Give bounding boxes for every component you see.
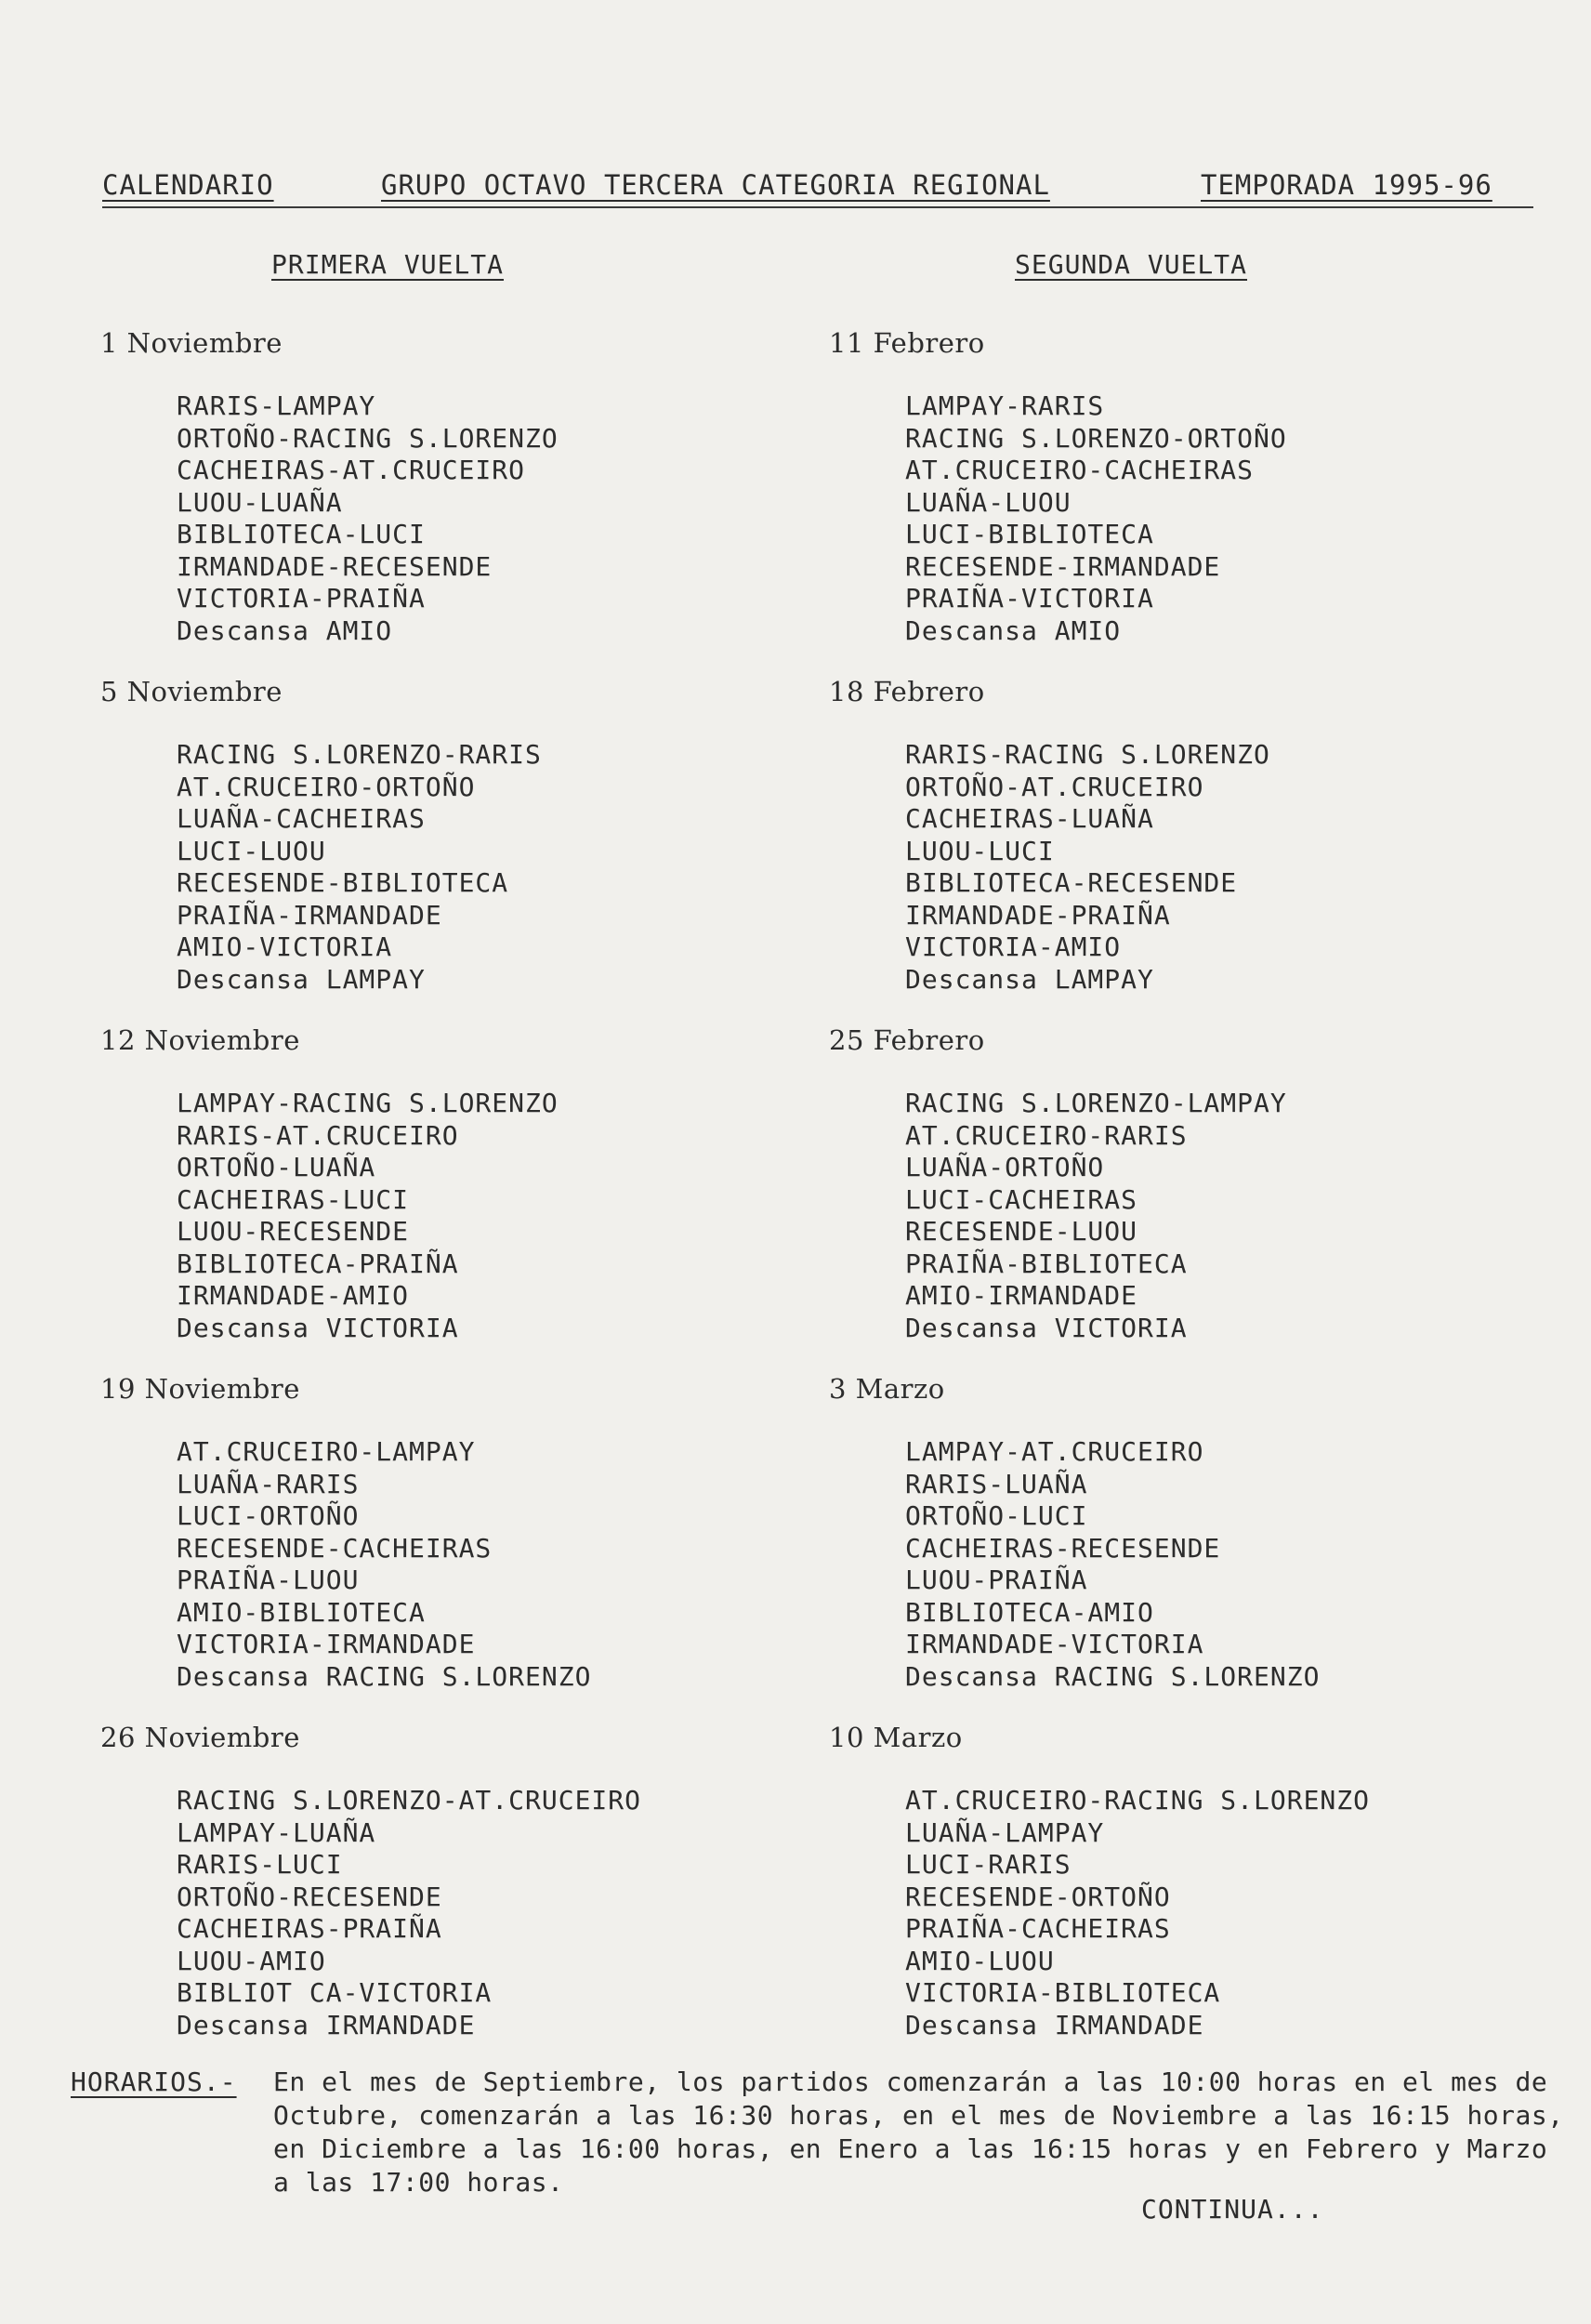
- match-item: RECESENDE-ORTOÑO: [905, 1881, 1171, 1912]
- bye-item: Descansa LAMPAY: [905, 963, 1154, 995]
- segunda-vuelta-title: SEGUNDA VUELTA: [1015, 249, 1248, 280]
- match-item: CACHEIRAS-RECESENDE: [905, 1532, 1221, 1564]
- round-date: 11 Febrero: [829, 327, 985, 359]
- header-calendario: CALENDARIO: [102, 169, 274, 201]
- header-rule: [102, 206, 1533, 208]
- match-list: [100, 1785, 732, 2041]
- horarios-label: HORARIOS.-: [71, 2067, 237, 2097]
- match-item: ORTOÑO-LUAÑA: [177, 1152, 376, 1182]
- match-item: BIBLIOT CA-VICTORIA: [177, 1977, 493, 2008]
- match-item: PRAIÑA-VICTORIA: [905, 583, 1154, 614]
- match-item: RECESENDE-CACHEIRAS: [177, 1532, 493, 1564]
- match-item: VICTORIA-AMIO: [905, 931, 1122, 962]
- bye-item: Descansa VICTORIA: [905, 1312, 1188, 1343]
- round-date: 10 Marzo: [829, 1722, 963, 1753]
- match-item: VICTORIA-IRMANDADE: [177, 1629, 476, 1659]
- match-item: RACING S.LORENZO-ORTOÑO: [905, 422, 1287, 454]
- match-item: BIBLIOTECA-LUCI: [177, 519, 426, 549]
- match-item: LUOU-LUCI: [905, 835, 1055, 866]
- match-item: AT.CRUCEIRO-LAMPAY: [177, 1436, 476, 1467]
- match-item: AMIO-BIBLIOTECA: [177, 1596, 426, 1628]
- round-block: [100, 1373, 732, 1722]
- round-date: 5 Noviembre: [100, 676, 283, 707]
- match-item: AT.CRUCEIRO-RARIS: [905, 1119, 1188, 1151]
- round-block: [829, 1373, 1461, 1722]
- match-item: LUCI-ORTOÑO: [177, 1500, 360, 1531]
- match-item: LUCI-BIBLIOTECA: [905, 519, 1154, 549]
- match-item: IRMANDADE-AMIO: [177, 1280, 410, 1311]
- match-item: AT.CRUCEIRO-RACING S.LORENZO: [905, 1785, 1371, 1816]
- match-list: [100, 739, 732, 996]
- match-item: ORTOÑO-AT.CRUCEIRO: [905, 771, 1204, 802]
- match-item: BIBLIOTECA-PRAIÑA: [177, 1248, 459, 1279]
- match-list: [100, 390, 732, 647]
- match-list: [829, 1436, 1461, 1693]
- match-item: RECESENDE-BIBLIOTECA: [177, 867, 509, 898]
- match-item: LAMPAY-RACING S.LORENZO: [177, 1088, 559, 1118]
- match-item: PRAIÑA-CACHEIRAS: [905, 1913, 1171, 1944]
- match-item: AMIO-LUOU: [905, 1945, 1055, 1976]
- match-item: CACHEIRAS-LUCI: [177, 1183, 410, 1215]
- bye-item: Descansa IRMANDADE: [177, 2009, 476, 2040]
- match-item: BIBLIOTECA-AMIO: [905, 1596, 1154, 1628]
- match-item: RACING S.LORENZO-LAMPAY: [905, 1088, 1287, 1118]
- match-item: AT.CRUCEIRO-CACHEIRAS: [905, 455, 1255, 485]
- match-item: RACING S.LORENZO-RARIS: [177, 739, 542, 770]
- bye-item: Descansa LAMPAY: [177, 963, 426, 995]
- continua-note: CONTINUA...: [1141, 2194, 1324, 2225]
- match-item: AMIO-VICTORIA: [177, 931, 393, 962]
- match-item: LAMPAY-LUAÑA: [177, 1816, 376, 1848]
- round-block: [829, 327, 1461, 676]
- header-temporada: TEMPORADA 1995-96: [1201, 169, 1492, 201]
- round-block: [829, 1024, 1461, 1373]
- match-item: RECESENDE-LUOU: [905, 1216, 1138, 1247]
- match-item: RARIS-LAMPAY: [177, 390, 376, 421]
- match-item: IRMANDADE-PRAIÑA: [905, 899, 1171, 931]
- horarios-text: En el mes de Septiembre, los partidos comenzarán a las 10:00 horas en el mes de Octubre, comenzarán a las 16:30 horas, en el mes de Noviembre a las 16:15 horas, en Diciembre a las 16:00 horas, en Enero a las 16:15 horas y en Febrero y Marzo a las 17:00 horas.: [273, 2067, 1564, 2198]
- match-list: [829, 1088, 1461, 1344]
- round-block: [100, 676, 732, 1024]
- match-item: LUOU-AMIO: [177, 1945, 326, 1976]
- header-grupo: GRUPO OCTAVO TERCERA CATEGORIA REGIONAL: [381, 169, 1050, 201]
- match-item: RACING S.LORENZO-AT.CRUCEIRO: [177, 1785, 642, 1816]
- round-date: 18 Febrero: [829, 676, 985, 707]
- match-item: LUOU-RECESENDE: [177, 1216, 410, 1247]
- match-item: PRAIÑA-IRMANDADE: [177, 899, 442, 931]
- match-item: RARIS-LUCI: [177, 1849, 343, 1880]
- match-item: RARIS-LUAÑA: [905, 1468, 1088, 1499]
- match-item: PRAIÑA-LUOU: [177, 1565, 360, 1595]
- match-item: IRMANDADE-VICTORIA: [905, 1629, 1204, 1659]
- match-item: ORTOÑO-RACING S.LORENZO: [177, 422, 559, 454]
- match-item: LAMPAY-RARIS: [905, 390, 1105, 421]
- bye-item: Descansa RACING S.LORENZO: [905, 1660, 1321, 1692]
- match-item: VICTORIA-BIBLIOTECA: [905, 1977, 1221, 2008]
- match-list: [829, 1785, 1461, 2041]
- primera-vuelta-column: [100, 327, 732, 2070]
- bye-item: Descansa AMIO: [177, 614, 393, 646]
- match-item: AMIO-IRMANDADE: [905, 1280, 1138, 1311]
- round-date: 12 Noviembre: [100, 1024, 300, 1056]
- match-item: LUOU-PRAIÑA: [905, 1565, 1088, 1595]
- match-list: [100, 1088, 732, 1344]
- match-item: LUOU-LUAÑA: [177, 486, 343, 518]
- match-item: CACHEIRAS-PRAIÑA: [177, 1913, 442, 1944]
- match-item: VICTORIA-PRAIÑA: [177, 583, 426, 614]
- match-item: LUAÑA-LUOU: [905, 486, 1072, 518]
- round-block: [100, 327, 732, 676]
- match-item: ORTOÑO-LUCI: [905, 1500, 1088, 1531]
- segunda-vuelta-column: [829, 327, 1461, 2070]
- bye-item: Descansa AMIO: [905, 614, 1122, 646]
- match-item: LUAÑA-ORTOÑO: [905, 1152, 1105, 1182]
- round-date: 25 Febrero: [829, 1024, 985, 1056]
- round-date: 1 Noviembre: [100, 327, 283, 359]
- match-item: LUCI-LUOU: [177, 835, 326, 866]
- match-item: BIBLIOTECA-RECESENDE: [905, 867, 1238, 898]
- match-item: LAMPAY-AT.CRUCEIRO: [905, 1436, 1204, 1467]
- match-item: AT.CRUCEIRO-ORTOÑO: [177, 771, 476, 802]
- round-block: [829, 1722, 1461, 2070]
- match-item: CACHEIRAS-LUAÑA: [905, 803, 1154, 834]
- match-list: [100, 1436, 732, 1693]
- match-list: [829, 390, 1461, 647]
- bye-item: Descansa IRMANDADE: [905, 2009, 1204, 2040]
- match-item: LUAÑA-LAMPAY: [905, 1816, 1105, 1848]
- match-item: PRAIÑA-BIBLIOTECA: [905, 1248, 1188, 1279]
- match-item: ORTOÑO-RECESENDE: [177, 1881, 442, 1912]
- match-item: CACHEIRAS-AT.CRUCEIRO: [177, 455, 526, 485]
- round-block: [100, 1024, 732, 1373]
- bye-item: Descansa VICTORIA: [177, 1312, 459, 1343]
- round-date: 26 Noviembre: [100, 1722, 300, 1753]
- match-item: IRMANDADE-RECESENDE: [177, 550, 493, 582]
- match-item: RARIS-AT.CRUCEIRO: [177, 1119, 459, 1151]
- round-date: 19 Noviembre: [100, 1373, 300, 1405]
- match-item: RECESENDE-IRMANDADE: [905, 550, 1221, 582]
- match-item: RARIS-RACING S.LORENZO: [905, 739, 1270, 770]
- round-block: [829, 676, 1461, 1024]
- round-block: [100, 1722, 732, 2070]
- primera-vuelta-title: PRIMERA VUELTA: [271, 249, 505, 280]
- match-item: LUCI-RARIS: [905, 1849, 1072, 1880]
- match-item: LUAÑA-CACHEIRAS: [177, 803, 426, 834]
- match-list: [829, 739, 1461, 996]
- bye-item: Descansa RACING S.LORENZO: [177, 1660, 592, 1692]
- round-date: 3 Marzo: [829, 1373, 945, 1405]
- match-item: LUCI-CACHEIRAS: [905, 1183, 1138, 1215]
- match-item: LUAÑA-RARIS: [177, 1468, 360, 1499]
